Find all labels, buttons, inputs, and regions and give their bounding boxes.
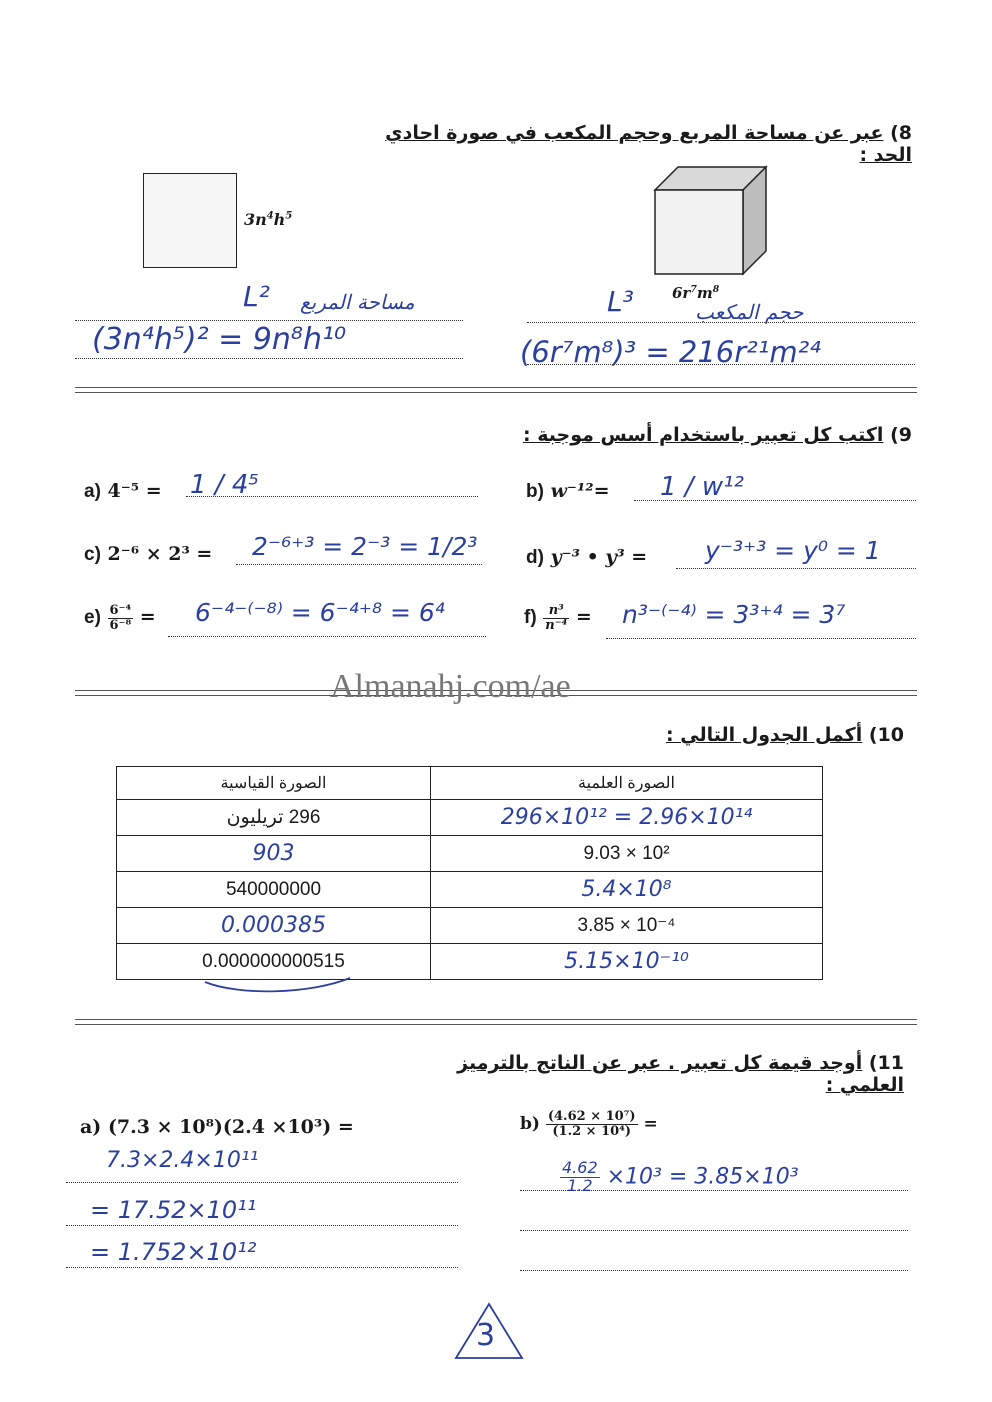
header-scientific: الصورة العلمية (431, 767, 823, 800)
hand-underline-mark (200, 972, 360, 996)
square-side-label: $3n^4h^5$ (244, 210, 293, 229)
table-row (117, 800, 823, 836)
divider-1 (75, 387, 917, 393)
q10-text: أكمل الجدول التالي : (666, 724, 863, 746)
q11b-line-2 (520, 1230, 908, 1231)
q11-title (404, 1052, 904, 1096)
cell-scientific: 3.85 × 10⁻⁴ (431, 908, 823, 944)
q11a-expr: a) (7.3 × 10⁸)(2.4 ×10³) = (80, 1116, 354, 1138)
page-number: 3 (476, 1318, 496, 1353)
q9c-expr: c) 2⁻⁶ × 2³ = (84, 543, 213, 565)
q9b-hw: 1 / w¹² (660, 472, 744, 502)
q9c-line (236, 564, 482, 565)
header-standard: الصورة القياسية (117, 767, 431, 800)
q8-number: 8) (890, 122, 912, 144)
q11a-line-3 (66, 1267, 458, 1268)
q9d-expr: d) y⁻³ • y³ = (526, 546, 648, 568)
q11b-hw: $\frac{4.62}{1.2}$ ×10³ = 3.85×10³ (562, 1158, 799, 1195)
q11b-line-3 (520, 1270, 908, 1271)
q8-line-2 (75, 358, 463, 359)
table-row (117, 836, 823, 872)
cell-scientific: 296×10¹² = 2.96×10¹⁴ (431, 800, 823, 836)
cell-standard: 903 (117, 836, 431, 872)
q9-text: اكتب كل تعبير باستخدام أسس موجبة : (523, 424, 884, 446)
q9e-hw: 6⁻⁴⁻⁽⁻⁸⁾ = 6⁻⁴⁺⁸ = 6⁴ (195, 598, 445, 627)
q11-number: 11) (868, 1052, 904, 1074)
q8-line-4 (527, 364, 915, 365)
q8-line-1 (75, 320, 463, 321)
q11a-hw-2: = 17.52×10¹¹ (90, 1196, 257, 1224)
q11-text: أوجد قيمة كل تعبير . عبر عن الناتج بالترميز العلمي : (457, 1052, 904, 1096)
q9-number: 9) (890, 424, 912, 446)
cell-standard: 0.000000000515 (117, 944, 431, 980)
square-hw-label: مساحة المربع (300, 290, 415, 314)
square-hw-answer: (3n⁴h⁵)² = 9n⁸h¹⁰ (92, 322, 347, 357)
q9f-expr: f) $\frac{\text{n³}}{\text{n⁻⁴}}$ = (524, 603, 592, 633)
q8-text: عبر عن مساحة المربع وحجم المكعب في صورة احادي الحد : (385, 122, 912, 166)
cell-scientific: 5.15×10⁻¹⁰ (431, 944, 823, 980)
q9e-line (168, 636, 486, 637)
q9a-hw: 1 / 4⁵ (190, 470, 259, 500)
watermark: Almanahj.com/ae (330, 668, 571, 705)
table-row (117, 872, 823, 908)
cell-standard: 0.000385 (117, 908, 431, 944)
cube-shape (650, 160, 770, 280)
q11b-expr: b) $\frac{\text{(4.62 × 10⁷)}}{\text{(1.2 × 10⁴)}}$ = (520, 1109, 658, 1139)
q11a-hw-1: 7.3×2.4×10¹¹ (106, 1148, 259, 1173)
q10-number: 10) (868, 724, 904, 746)
cell-scientific: 5.4×10⁸ (431, 872, 823, 908)
cell-standard: 540000000 (117, 872, 431, 908)
q9c-hw: 2⁻⁶⁺³ = 2⁻³ = 1/2³ (252, 532, 478, 561)
conversion-table (116, 766, 823, 980)
q9f-hw: n³⁻⁽⁻⁴⁾ = 3³⁺⁴ = 3⁷ (622, 600, 846, 629)
q9a-expr: a) 4⁻⁵ = (84, 480, 162, 502)
divider-3 (75, 1019, 917, 1025)
q11a-line-1 (66, 1182, 458, 1183)
q8-line-3 (527, 322, 915, 323)
q11a-hw-3: = 1.752×10¹² (90, 1238, 257, 1266)
q9-title (512, 424, 912, 446)
cube-side-label: $6r^7m^8$ (672, 284, 720, 302)
q9e-expr: e) $\frac{\text{6⁻⁴}}{\text{6⁻⁸}}$ = (84, 603, 156, 633)
q9d-hw: y⁻³⁺³ = y⁰ = 1 (705, 536, 881, 565)
q9f-line (606, 638, 916, 639)
square-hw-formula: L² (243, 280, 270, 313)
cube-hw-formula: L³ (607, 285, 634, 318)
cell-standard: 296 تريليون (117, 800, 431, 836)
cell-scientific: 9.03 × 10² (431, 836, 823, 872)
cube-hw-answer: (6r⁷m⁸)³ = 216r²¹m²⁴ (520, 335, 821, 369)
cube-hw-label: حجم المكعب (695, 300, 804, 324)
q9d-line (676, 568, 916, 569)
q11b-line-1 (520, 1190, 908, 1191)
table-header-row (117, 767, 823, 800)
q8-title (352, 122, 912, 166)
q9b-expr: b) w⁻¹²= (526, 480, 610, 502)
square-shape (143, 173, 237, 268)
q10-title (584, 724, 904, 746)
q11a-line-2 (66, 1225, 458, 1226)
table-row (117, 908, 823, 944)
